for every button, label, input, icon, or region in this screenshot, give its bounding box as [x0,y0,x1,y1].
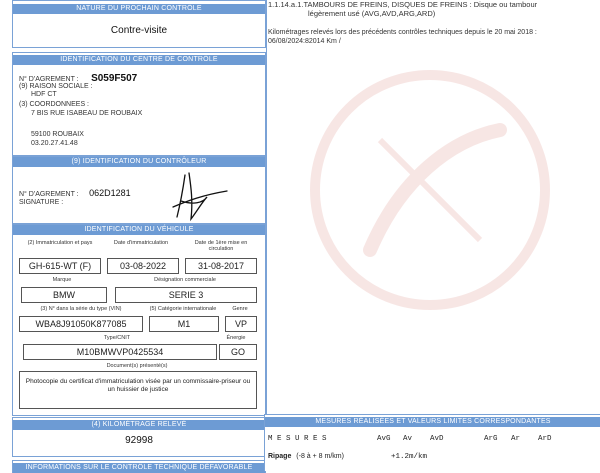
vehicule-header: IDENTIFICATION DU VÉHICULE [13,225,265,235]
centre-header: IDENTIFICATION DU CENTRE DE CONTRÔLE [13,55,265,65]
controleur-signature [163,171,233,223]
km-history-line1: Kilométrages relevés lors des précédents contrôles techniques depuis le 20 mai 2018 : [268,29,537,36]
genre-label: Genre [232,306,248,312]
mesures-col-avd: AvD [430,435,444,443]
defect-line2: légèrement usé (AVG,AVD,ARG,ARD) [308,9,436,18]
nature-value: Contre-visite [110,25,168,36]
immat-field: GH-615-WT (F) [19,258,101,274]
vehicule-section [12,224,266,416]
ripage-row [268,453,344,460]
mesures-col-arg: ArG [484,435,498,443]
date-immat-label: Date d'immatriculation [113,240,169,246]
centre-agrement-value: S059F507 [91,73,138,84]
designation-label: Désignation commerciale [154,277,216,283]
kilometrage-header: (4) KILOMÉTRAGE RELEVÉ [13,420,265,430]
mesures-col-av: Av [403,435,413,443]
controleur-section [12,156,266,224]
centre-raison-label: (9) RAISON SOCIALE : [19,83,93,90]
mesures-section [264,414,600,471]
marque-label: Marque [52,277,72,283]
date-immat-field: 03-08-2022 [107,258,179,274]
ripage-value: +1.2m/km [391,453,428,461]
centre-address-line1: 7 BIS RUE ISABEAU DE ROUBAIX [31,110,143,117]
informations-section [12,460,266,473]
informations-header: INFORMATIONS SUR LE CONTRÔLE TECHNIQUE DÉFAVORABLE [13,463,265,473]
designation-field: SERIE 3 [115,287,257,303]
date-first-label: Date de 1ère mise en circulation [194,240,248,252]
categorie-field: M1 [149,316,219,332]
controleur-agrement-value: 062D1281 [89,188,131,198]
mesures-col-label: M E S U R E S [268,435,327,443]
mesures-col-ar: Ar [511,435,521,443]
defect-text [268,0,590,18]
centre-agrement-label: N° D'AGREMENT : [19,76,79,83]
centre-phone: 03.20.27.41.48 [31,140,78,147]
genre-field: VP [225,316,257,332]
centre-raison-value: HDF CT [31,91,57,98]
nature-section [12,0,266,48]
defect-line1: 1.1.14.a.1.TAMBOURS DE FREINS, DISQUES DE FREINS : Disque ou tambour [268,0,538,9]
documents-label: Document(s) présenté(s) [106,363,168,369]
mesures-header: MESURES RÉALISÉES ET VALEURS LIMITES CORRESPONDANTES [265,417,600,427]
documents-field [19,371,257,409]
documents-value: Photocopie du certificat d'immatriculation visée par un commissaire-priseur ou un huissier de justice [25,378,251,393]
nature-header: NATURE DU PROCHAIN CONTRÔLE [13,4,265,14]
ripage-label: Ripage [268,453,292,460]
kilometrage-value: 92998 [125,435,153,446]
centre-address-line2: 59100 ROUBAIX [31,131,84,138]
kilometrage-section [12,417,266,457]
type-field: M10BMWVP0425534 [23,344,217,360]
controleur-header: (9) IDENTIFICATION DU CONTRÔLEUR [13,157,265,167]
km-history-line2: 06/08/2024:82014 Km / [268,38,341,45]
km-history [268,28,590,46]
immat-label: (2) Immatriculation et pays [27,240,93,246]
mesures-col-avg: AvG [377,435,391,443]
watermark-logo [300,60,560,320]
centre-coord-label: (3) COORDONNEES : [19,101,90,108]
mesures-col-ard: ArD [538,435,552,443]
vin-field: WBA8J91050K877085 [19,316,143,332]
categorie-label: (5) Catégorie internationale [149,306,217,312]
centre-section [12,52,266,156]
vin-label: (3) N° dans la série du type (VIN) [40,306,122,312]
ripage-limits: (-8 à + 8 m/km) [296,453,344,460]
controleur-agrement-label: N° D'AGREMENT : [19,191,79,198]
controleur-signature-label: SIGNATURE : [19,199,64,206]
type-label: Type/CNIT [103,335,131,341]
energie-field: GO [219,344,257,360]
marque-field: BMW [21,287,107,303]
energie-label: Énergie [226,335,246,341]
date-first-field: 31-08-2017 [185,258,257,274]
